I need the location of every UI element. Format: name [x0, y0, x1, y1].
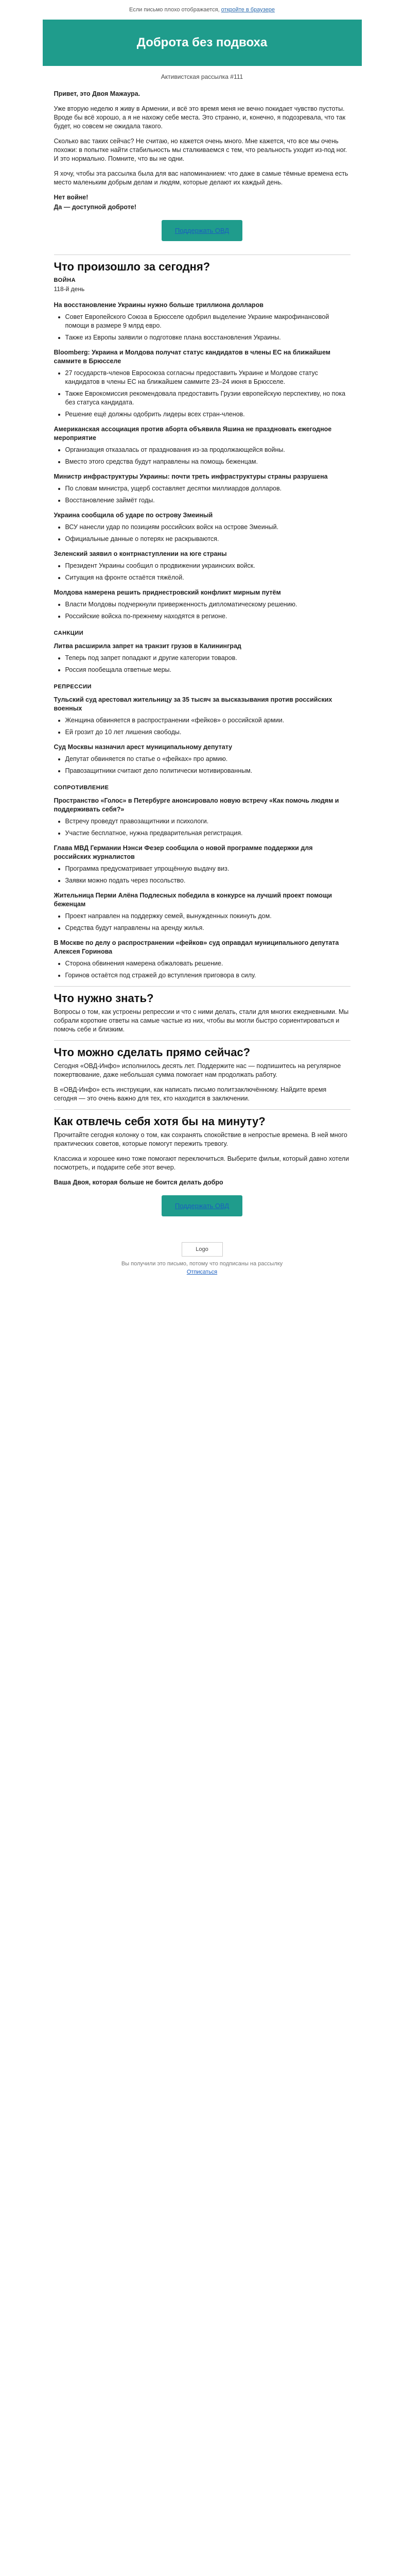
news-bullet: • Власти Молдовы подчеркнули приверженность дипломатическому решению. [65, 600, 350, 609]
news-headline[interactable]: Bloomberg: Украина и Молдова получат статус кандидатов в члены ЕС на ближайшем саммите в Брюсселе [54, 349, 330, 365]
divider [54, 1040, 350, 1041]
news-bullet: • Организация отказалась от празднования из-за продолжающейся войны. [65, 446, 350, 454]
paragraph: Уже вторую неделю я живу в Армении, и всё это время меня не вечно покидает чувство пустоты. Вроде бы всё хорошо, а я не нахожу себе места. Это странно, и, конечно, я подозревала, что так будет, но совсем не ожидала такого. [54, 105, 346, 130]
news-item [54, 511, 350, 544]
news-bullets [54, 716, 350, 737]
news-headline[interactable]: Тульский суд арестовал жительницу за 35 тысяч за высказывания против российских военных [54, 696, 332, 712]
news-headline[interactable]: Министр инфраструктуры Украины: почти треть инфраструктуры страны разрушена [54, 473, 328, 480]
paragraph: Сегодня «ОВД-Инфо» исполнилось десять лет. Поддержите нас — подпишитесь на регулярное пожертвование, даже небольшая сумма помогает нам продолжать работу. [54, 1062, 341, 1078]
news-bullet: • Совет Европейского Союза в Брюсселе одобрил выделение Украине макрофинансовой помощи в размере 9 млрд евро. [65, 313, 350, 330]
day-count: 118-й день [54, 285, 85, 293]
news-bullet: • Правозащитники считают дело политически мотивированным. [65, 767, 350, 775]
news-bullets [54, 865, 350, 885]
footer-logo: Logo [182, 1242, 223, 1257]
newsletter-title: Доброта без подвоха [136, 36, 268, 49]
news-headline[interactable]: Зеленский заявил о контрнаступлении на юге страны [54, 550, 227, 557]
news-item [54, 796, 350, 838]
news-headline[interactable]: В Москве по делу о распространении «фейков» суд оправдал муниципального депутата Алексея Горинова [54, 939, 339, 955]
news-headline[interactable]: Глава МВД Германии Нэнси Фезер сообщила о новой программе поддержки для российских журналистов [54, 844, 313, 860]
divider [54, 986, 350, 987]
section-title-today: Что произошло за сегодня? [54, 260, 210, 273]
news-bullets [54, 369, 350, 419]
support-button-bottom[interactable]: Поддержать ОВД [162, 1195, 242, 1216]
news-bullets [54, 562, 350, 582]
section-title-know: Что нужно знать? [54, 992, 154, 1005]
label-repression: РЕПРЕССИИ [54, 684, 92, 690]
paragraph: В «ОВД-Инфо» есть инструкции, как написать письмо политзаключённому. Найдите время сегодня — это очень важно для тех, кто находится в заключении. [54, 1086, 327, 1102]
paragraph: Классика и хорошее кино тоже помогают переключиться. Выберите фильм, который давно хотели посмотреть, и подарите себе этот вечер. [54, 1155, 349, 1171]
news-bullets [54, 600, 350, 621]
news-bullet: • Женщина обвиняется в распространении «фейков» о российской армии. [65, 716, 350, 725]
news-headline[interactable]: Пространство «Голос» в Петербурге анонсировало новую встречу «Как помочь людям и поддерживать себя?» [54, 797, 339, 813]
news-item [54, 891, 350, 933]
news-bullet: • Российские войска по-прежнему находятся в регионе. [65, 612, 350, 621]
news-bullet: • Участие бесплатное, нужна предварительная регистрация. [65, 829, 350, 838]
news-bullet: • 27 государств-членов Евросоюза согласны предоставить Украине и Молдове статус кандидатов в члены ЕС на ближайшем саммите 23–24 июня в Брюсселе. [65, 369, 350, 386]
section-now-paragraphs [54, 1062, 350, 1103]
news-bullets [54, 484, 350, 505]
news-bullets [54, 446, 350, 466]
news-bullets [54, 959, 350, 980]
news-headline[interactable]: На восстановление Украины нужно больше триллиона долларов [54, 301, 264, 309]
top-line-text: Если письмо плохо отображается, [129, 7, 220, 13]
top-line [0, 6, 404, 20]
news-headline[interactable]: Молдова намерена решить приднестровский конфликт мирным путём [54, 589, 281, 596]
news-headline[interactable]: Украина сообщила об ударе по острову Змеиный [54, 512, 213, 519]
sign-question: Нет войне! [54, 194, 89, 201]
news-bullet: • Программа предусматривает упрощённую выдачу виз. [65, 865, 350, 873]
news-item [54, 844, 350, 885]
paragraph: Прочитайте сегодня колонку о том, как сохранять спокойствие в непростые времена. В ней много практических советов, которые помогут пережить тревогу. [54, 1131, 347, 1147]
news-item [54, 550, 350, 582]
news-bullet: • Депутат обвиняется по статье о «фейках» про армию. [65, 755, 350, 764]
news-resistance-list [54, 796, 350, 980]
news-bullet: • Официальные данные о потерях не раскрываются. [65, 535, 350, 544]
news-item [54, 743, 350, 775]
label-sanctions: САНКЦИИ [54, 630, 84, 636]
news-bullet: • Россия пообещала ответные меры. [65, 666, 350, 674]
news-headline[interactable]: Суд Москвы назначил арест муниципальному депутату [54, 743, 233, 751]
label-war: ВОЙНА [54, 277, 76, 283]
support-button-wrap-bottom [54, 1195, 350, 1216]
news-bullet: • Президент Украины сообщил о продвижении украинских войск. [65, 562, 350, 570]
section-title-now: Что можно сделать прямо сейчас? [54, 1046, 251, 1059]
news-item [54, 696, 350, 737]
news-bullet: • По словам министра, ущерб составляет десятки миллиардов долларов. [65, 484, 350, 493]
paragraph: Сколько вас таких сейчас? Не считаю, но кажется очень много. Мне кажется, что все мы очень похожи: в попытке найти стабильность мы сталкиваемся с тем, что реальность уходит из-под ног. И это нормально. Помните, что вы не одни. [54, 138, 347, 162]
news-bullet: • Также Еврокомиссия рекомендовала предоставить Грузии европейскую перспективу, но пока без статуса кандидата. [65, 389, 350, 407]
news-bullet: • ВСУ нанесли удар по позициям российских войск на острове Змеиный. [65, 523, 350, 532]
paragraph: Я хочу, чтобы эта рассылка была для вас напоминанием: что даже в самые тёмные времена есть место маленьким добрым делам и людям, которые делают их каждый день. [54, 170, 348, 186]
news-bullet: • Встречу проведут правозащитники и психологи. [65, 817, 350, 826]
news-bullet: • Ситуация на фронте остаётся тяжёлой. [65, 573, 350, 582]
news-item [54, 301, 350, 342]
news-item [54, 642, 350, 674]
newsletter-content [43, 90, 362, 1216]
news-bullets [54, 912, 350, 933]
news-headline[interactable]: Американская ассоциация против аборта объявила Яшина не праздновать ежегодное мероприятие [54, 426, 332, 442]
divider [54, 1109, 350, 1110]
news-bullet: • Сторона обвинения намерена обжаловать решение. [65, 959, 350, 968]
news-bullet: • Ей грозит до 10 лет лишения свободы. [65, 728, 350, 737]
news-bullets [54, 817, 350, 838]
news-bullet: • Также из Европы заявили о подготовке плана восстановления Украины. [65, 333, 350, 342]
unsubscribe-link[interactable]: Отписаться [186, 1269, 218, 1275]
news-war-list [54, 301, 350, 621]
closing-sign: Ваша Двоя, которая больше не боится делать добро [54, 1179, 223, 1186]
sign-answer: Да — доступной доброте! [54, 204, 136, 211]
intro-paragraphs [54, 105, 350, 187]
news-sanctions-list [54, 642, 350, 674]
news-bullet: • Горинов остаётся под стражей до вступления приговора в силу. [65, 971, 350, 980]
news-headline[interactable]: Литва расширила запрет на транзит грузов в Калининград [54, 642, 241, 650]
news-bullet: • Решение ещё должны одобрить лидеры всех стран-членов. [65, 410, 350, 419]
news-bullets [54, 755, 350, 775]
newsletter-subtitle: Активистская рассылка #111 [161, 73, 243, 80]
support-button-wrap [54, 220, 350, 241]
browser-link[interactable]: откройте в браузере [221, 7, 275, 13]
news-bullet: • Восстановление займёт годы. [65, 496, 350, 505]
news-item [54, 939, 350, 980]
news-repression-list [54, 696, 350, 775]
news-item [54, 472, 350, 505]
news-headline[interactable]: Жительница Перми Алёна Подлесных победила в конкурсе на лучший проект помощи беженцам [54, 892, 332, 908]
footer-line1: Вы получили это письмо, потому что подписаны на рассылку [121, 1261, 283, 1267]
news-bullet: • Теперь под запрет попадают и другие категории товаров. [65, 654, 350, 663]
news-bullet: • Средства будут направлены на аренду жилья. [65, 924, 350, 933]
greeting: Привет, это Двоя Мажаура. [54, 90, 140, 97]
section-title-distract: Как отвлечь себя хотя бы на минуту? [54, 1115, 266, 1128]
news-item [54, 348, 350, 419]
support-button[interactable]: Поддержать ОВД [162, 220, 242, 241]
news-bullets [54, 313, 350, 342]
footer [43, 1230, 362, 1287]
news-bullet: • Вместо этого средства будут направлены на помощь беженцам. [65, 457, 350, 466]
section-distract-paragraphs [54, 1131, 350, 1172]
header-banner [43, 20, 362, 66]
news-bullet: • Проект направлен на поддержку семей, вынужденных покинуть дом. [65, 912, 350, 921]
news-item [54, 588, 350, 621]
section-know-text: Вопросы о том, как устроены репрессии и что с ними делать, стали для многих ежедневными. Мы собрали короткие ответы на самые частые из них, чтобы вы могли быстро сориентироваться и помочь себе и близким. [54, 1008, 349, 1033]
news-bullets [54, 523, 350, 544]
newsletter-card [43, 20, 362, 1287]
news-bullets [54, 654, 350, 674]
news-bullet: • Заявки можно подать через посольство. [65, 876, 350, 885]
label-resistance: СОПРОТИВЛЕНИЕ [54, 785, 109, 791]
news-item [54, 425, 350, 466]
